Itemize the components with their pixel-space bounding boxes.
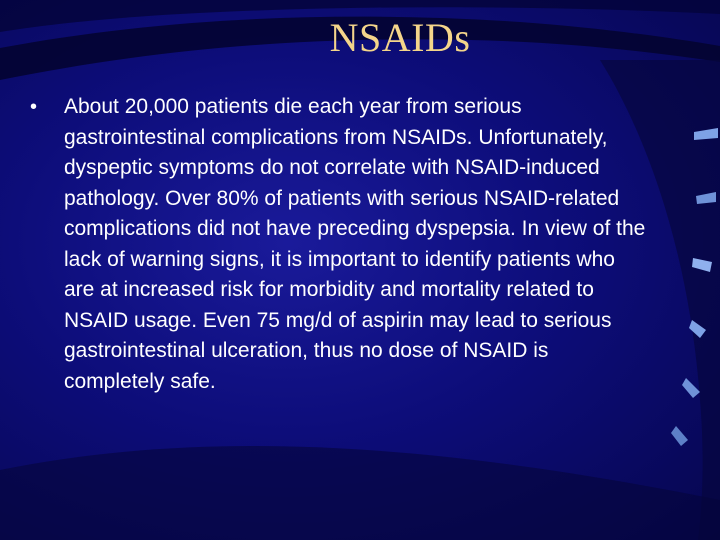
- bullet-item: [30, 92, 650, 397]
- slide-title: NSAIDs: [329, 15, 471, 60]
- bullet-text: About 20,000 patients die each year from serious gastrointestinal complications from NSAIDs. Unfortunately, dyspeptic symptoms do not correlate with NSAID-induced pathology. Over 80% of patients with serious NSAID-related complications did not have preceding dyspepsia. In view of the lack of warning signs, it is important to identify patients who are at increased risk for morbidity and mortality related to NSAID usage. Even 75 mg/d of aspirin may lead to serious gastrointestinal ulceration, thus no dose of NSAID is completely safe.: [64, 95, 646, 393]
- bullet-list: [30, 92, 650, 397]
- bullet-marker: •: [30, 96, 38, 118]
